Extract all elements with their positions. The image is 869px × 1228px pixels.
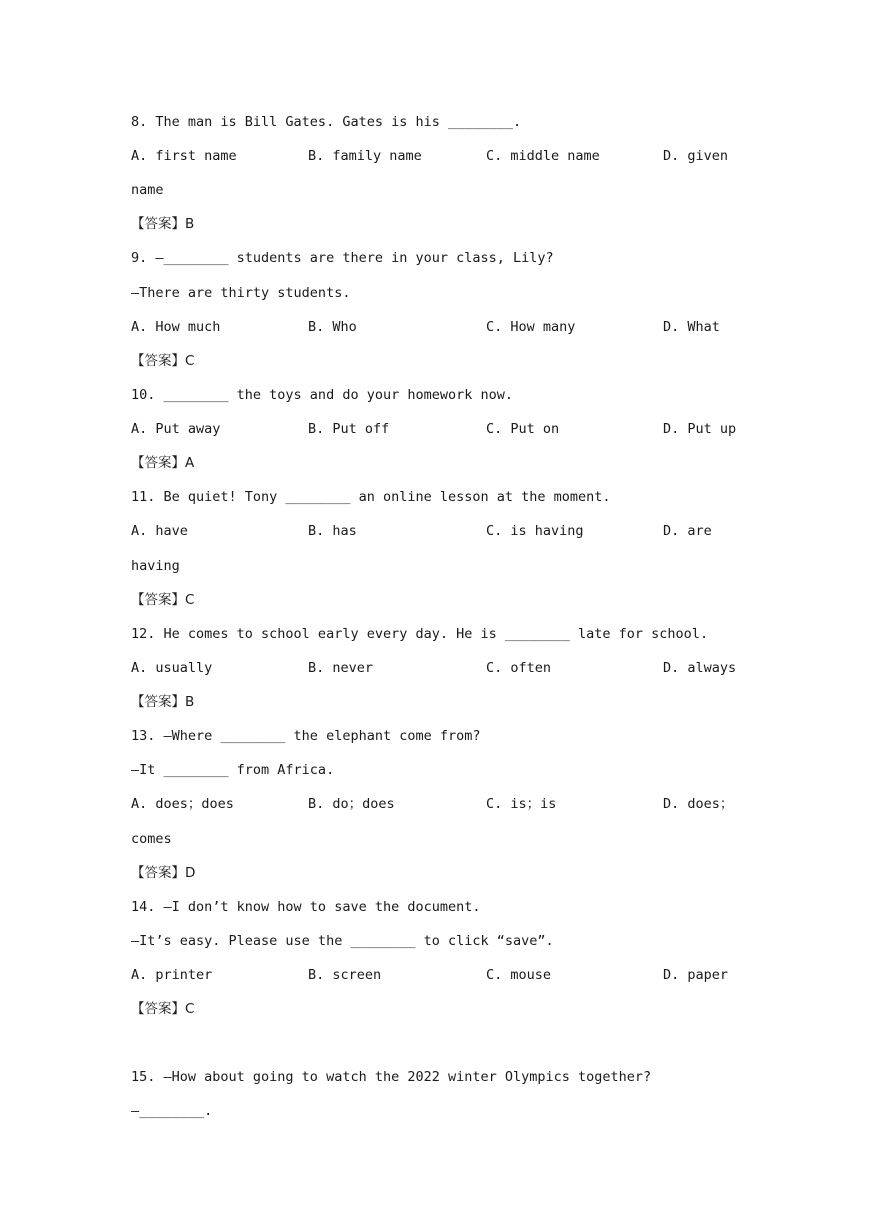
question-14-stem: 14. —I don’t know how to save the document.: [131, 899, 481, 915]
question-14-option-b: B. screen: [308, 967, 382, 983]
question-8-option-d-wrap: name: [131, 182, 164, 198]
question-8-option-b: B. family name: [308, 148, 422, 164]
question-10-option-d: D. Put up: [663, 421, 737, 437]
question-11-answer: 【答案】C: [131, 592, 195, 608]
question-9-option-d: D. What: [663, 319, 720, 335]
question-10-option-b: B. Put off: [308, 421, 390, 437]
question-14-option-c: C. mouse: [486, 967, 552, 983]
question-8-answer: 【答案】B: [131, 216, 195, 232]
question-14-option-d: D. paper: [663, 967, 729, 983]
question-8-stem: 8. The man is Bill Gates. Gates is his ________.: [131, 114, 522, 130]
question-9-stem-reply: —There are thirty students.: [131, 285, 351, 301]
question-13-answer: 【答案】D: [131, 865, 196, 881]
question-13-option-c: C. is；is: [486, 796, 557, 812]
question-11-option-a: A. have: [131, 523, 188, 539]
question-9-option-b: B. Who: [308, 319, 357, 335]
question-9-option-c: C. How many: [486, 319, 576, 335]
question-9-stem: 9. —________ students are there in your class, Lily?: [131, 250, 554, 266]
question-11-option-c: C. is having: [486, 523, 584, 539]
question-12-answer: 【答案】B: [131, 694, 195, 710]
question-14-answer: 【答案】C: [131, 1001, 195, 1017]
question-11-option-b: B. has: [308, 523, 357, 539]
question-13-option-d-wrap: comes: [131, 831, 172, 847]
question-10-answer: 【答案】A: [131, 455, 195, 471]
question-15-stem: 15. —How about going to watch the 2022 winter Olympics together?: [131, 1069, 652, 1085]
question-13-option-b: B. do；does: [308, 796, 395, 812]
question-12-option-b: B. never: [308, 660, 374, 676]
question-8-option-a: A. first name: [131, 148, 237, 164]
question-10-stem: 10. ________ the toys and do your homework now.: [131, 387, 514, 403]
question-8-option-c: C. middle name: [486, 148, 600, 164]
question-9-answer: 【答案】C: [131, 353, 195, 369]
question-11-option-d: D. are: [663, 523, 712, 539]
question-11-option-d-wrap: having: [131, 558, 180, 574]
question-13-option-a: A. does；does: [131, 796, 234, 812]
question-14-stem-reply: —It’s easy. Please use the ________ to click “save”.: [131, 933, 554, 949]
question-10-option-a: A. Put away: [131, 421, 221, 437]
question-12-option-c: C. often: [486, 660, 552, 676]
question-8-option-d: D. given: [663, 148, 729, 164]
question-12-option-d: D. always: [663, 660, 737, 676]
question-15-stem-reply: —________.: [131, 1103, 213, 1119]
question-14-option-a: A. printer: [131, 967, 213, 983]
question-13-stem-reply: —It ________ from Africa.: [131, 762, 335, 778]
question-13-option-d: D. does；: [663, 796, 734, 812]
question-9-option-a: A. How much: [131, 319, 221, 335]
question-11-stem: 11. Be quiet! Tony ________ an online lesson at the moment.: [131, 489, 611, 505]
question-12-stem: 12. He comes to school early every day. He is ________ late for school.: [131, 626, 709, 642]
question-12-option-a: A. usually: [131, 660, 213, 676]
question-13-stem: 13. —Where ________ the elephant come from?: [131, 728, 481, 744]
question-10-option-c: C. Put on: [486, 421, 560, 437]
